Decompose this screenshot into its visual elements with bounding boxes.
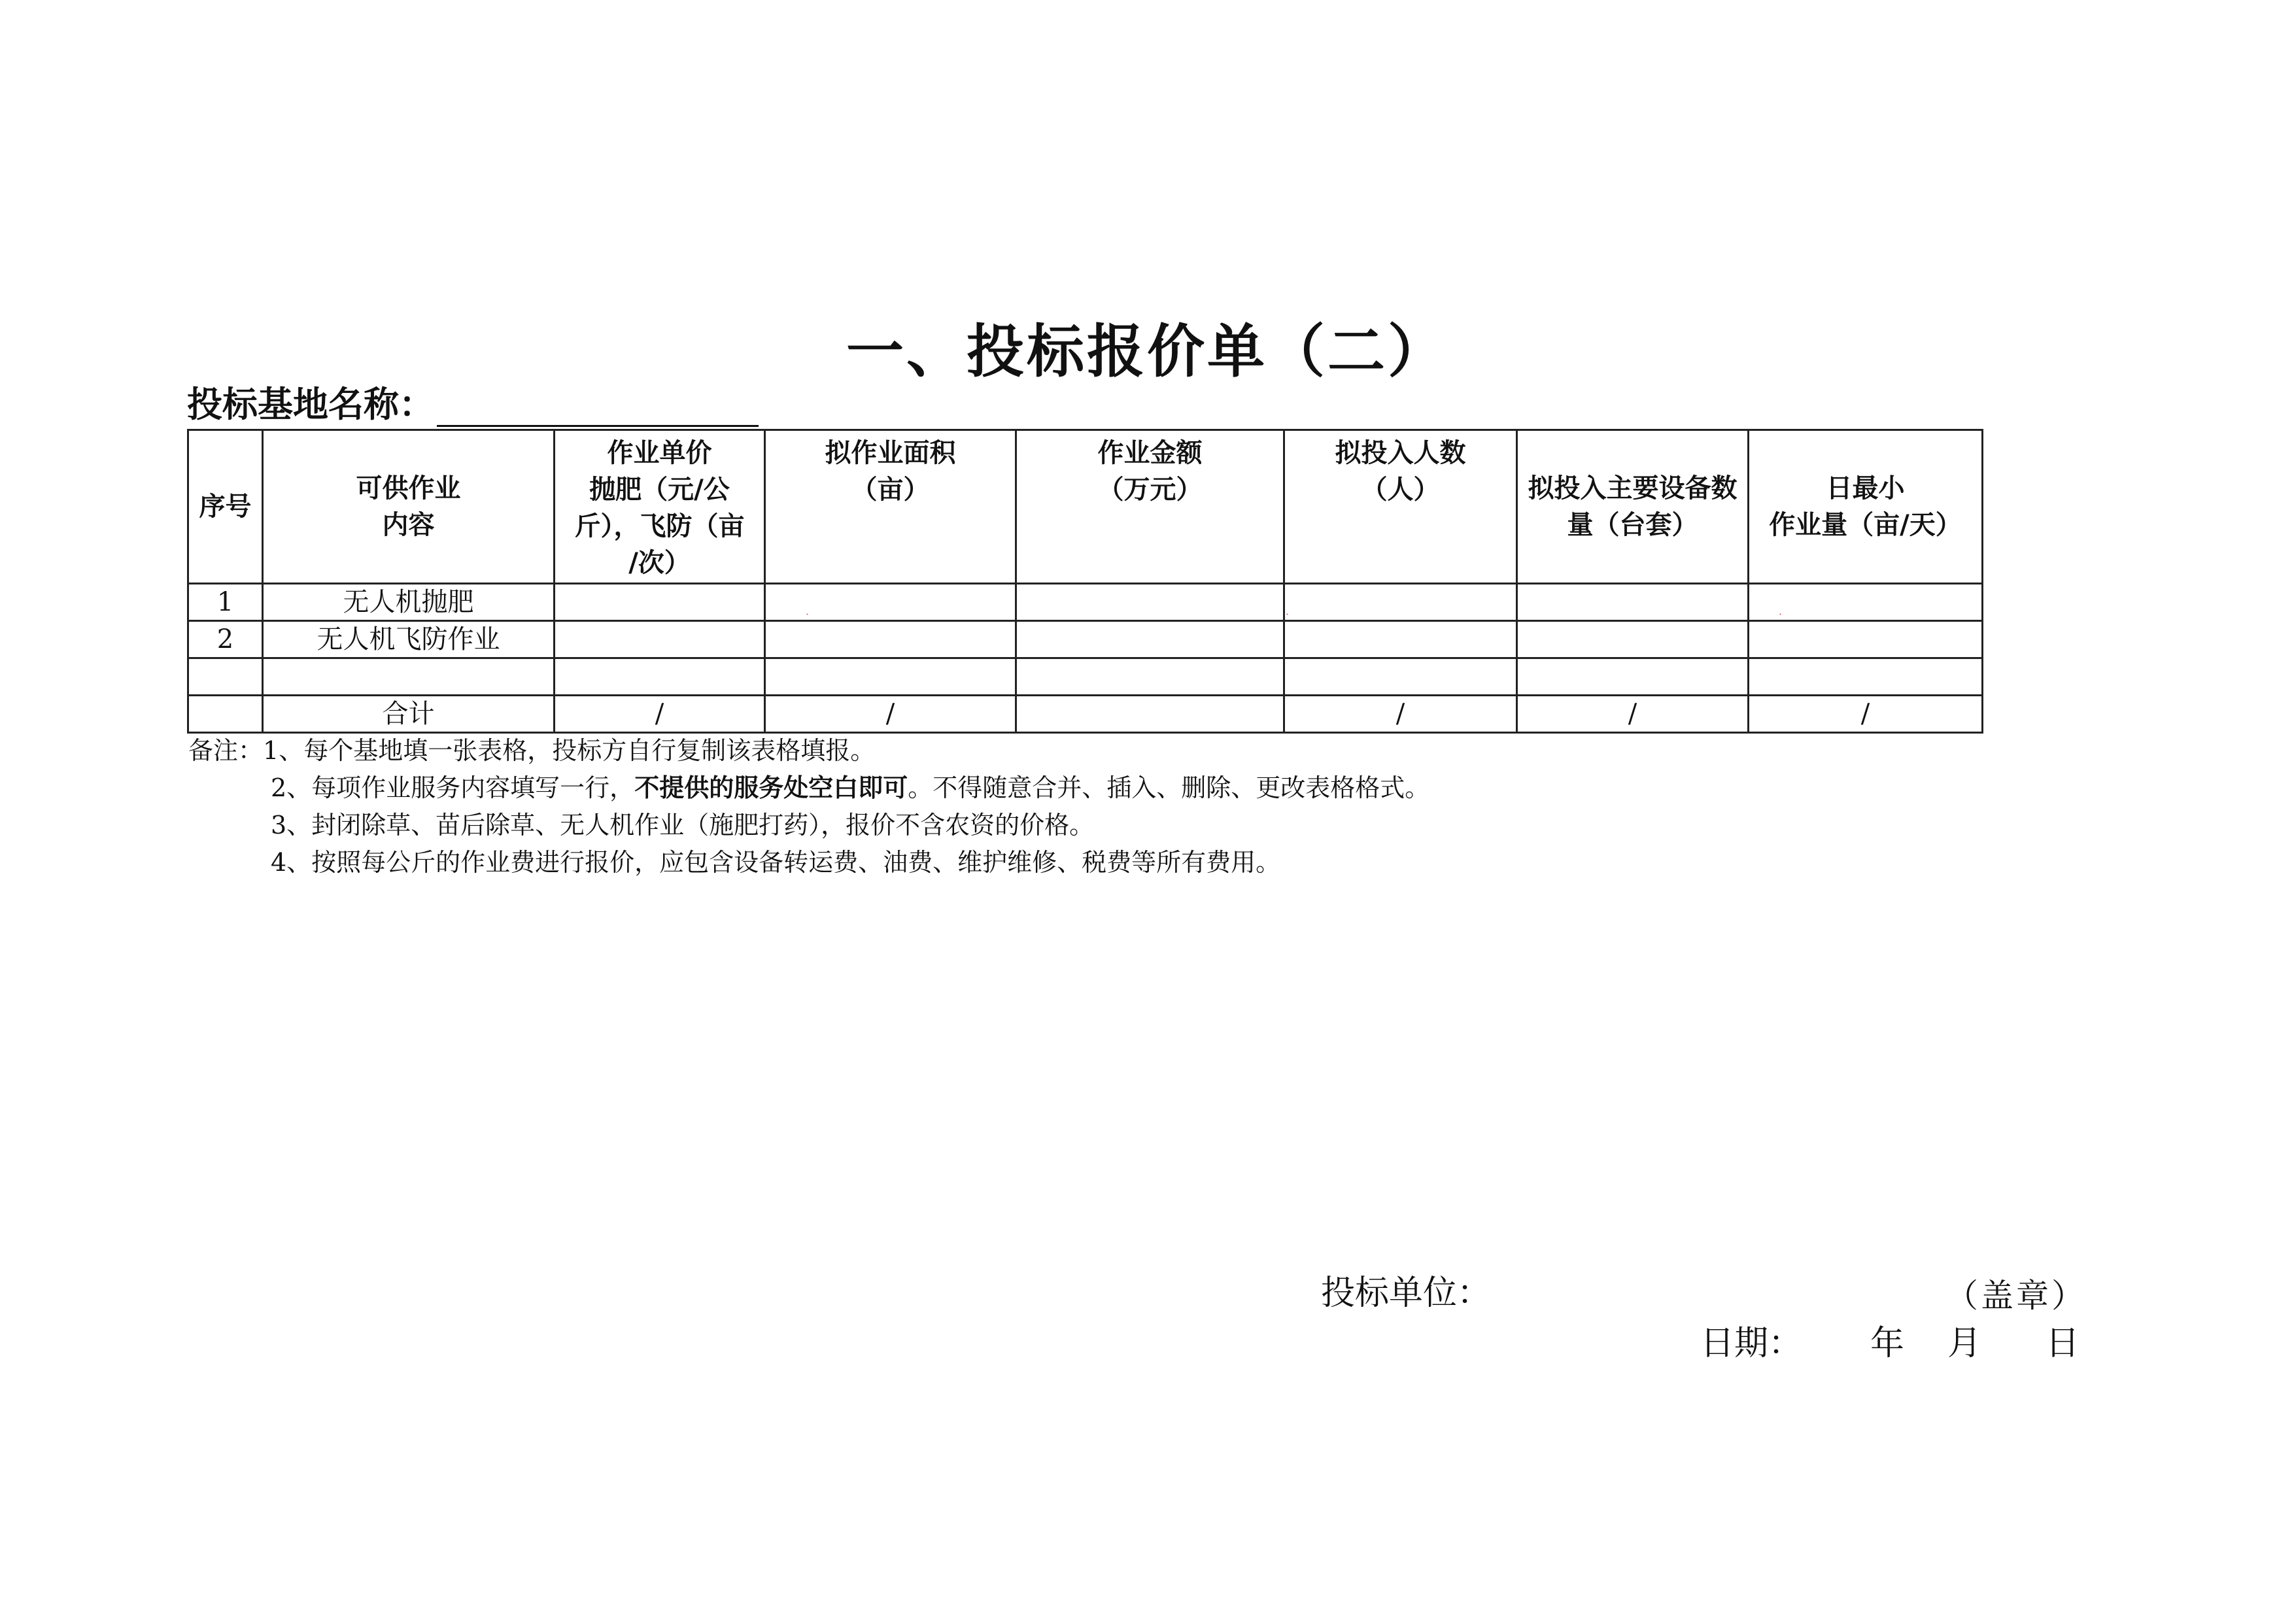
date-line	[1700, 1315, 2080, 1364]
table-cell[interactable]	[765, 584, 1016, 621]
header-unit-price-text: 作业单价 抛肥（元/公 斤），飞防（亩 /次）	[574, 438, 745, 578]
table-cell[interactable]: /	[1517, 696, 1749, 733]
note-3: 3、封闭除草、苗后除草、无人机作业（施肥打药），报价不含农资的价格。	[271, 811, 1095, 839]
scan-mark: ·	[806, 608, 810, 620]
header-content-text: 可供作业 内容	[356, 473, 461, 540]
table-cell[interactable]	[188, 658, 263, 696]
table-row	[188, 696, 1983, 733]
header-staff-text: 拟投入人数 （人）	[1335, 438, 1466, 505]
header-daily-min-text: 日最小 作业量（亩/天）	[1769, 473, 1962, 540]
table-cell[interactable]	[555, 584, 765, 621]
table-cell[interactable]	[1016, 621, 1284, 658]
table-cell[interactable]: 2	[188, 621, 263, 658]
page-title: 一、投标报价单（二）	[846, 318, 1448, 385]
table-row	[188, 621, 1983, 658]
table-cell[interactable]: /	[555, 696, 765, 733]
header-index	[188, 430, 263, 584]
quote-table	[187, 429, 1983, 734]
table-cell[interactable]	[188, 696, 263, 733]
note-2-prefix: 2、每项作业服务内容填写一行，	[271, 773, 635, 802]
table-cell[interactable]	[1016, 584, 1284, 621]
bidder-unit-label: 投标单位：	[1321, 1274, 1492, 1313]
header-daily-min	[1749, 430, 1983, 584]
header-equipment	[1517, 430, 1749, 584]
note-4: 4、按照每公斤的作业费进行报价，应包含设备转运费、油费、维护维修、税费等所有费用。	[271, 848, 1281, 877]
notes-label: 备注：	[188, 736, 264, 765]
table-cell[interactable]	[263, 658, 555, 696]
table-cell[interactable]	[1749, 584, 1983, 621]
table-cell[interactable]	[1284, 584, 1517, 621]
table-cell[interactable]: 无人机飞防作业	[263, 621, 555, 658]
table-cell[interactable]	[1517, 584, 1749, 621]
table-cell[interactable]: 无人机抛肥	[263, 584, 555, 621]
table-cell[interactable]	[765, 621, 1016, 658]
table-header-row	[188, 430, 1983, 584]
date-year: 年	[1870, 1324, 1905, 1363]
table-row	[188, 658, 1983, 696]
date-month: 月	[1947, 1324, 1982, 1363]
table-cell[interactable]: 1	[188, 584, 263, 621]
table-cell[interactable]: /	[765, 696, 1016, 733]
base-name-blank[interactable]	[437, 394, 759, 427]
note-1	[188, 732, 1429, 770]
header-equipment-text: 拟投入主要设备数 量（台套）	[1528, 473, 1738, 540]
base-name-field	[187, 377, 759, 427]
table-cell[interactable]	[1749, 621, 1983, 658]
scan-mark: ·	[1779, 608, 1783, 620]
table-cell[interactable]	[1517, 658, 1749, 696]
table-cell[interactable]	[765, 658, 1016, 696]
header-content	[263, 430, 555, 584]
note-1-text: 1、每个基地填一张表格，投标方自行复制该表格填报。	[263, 736, 876, 765]
scan-mark: ·	[1286, 608, 1290, 620]
header-index-text: 序号	[199, 492, 252, 522]
header-area	[765, 430, 1016, 584]
base-name-label: 投标基地名称：	[187, 384, 434, 425]
table-cell[interactable]	[1749, 658, 1983, 696]
table-cell[interactable]	[1284, 658, 1517, 696]
table-cell[interactable]	[555, 621, 765, 658]
table-cell[interactable]: /	[1749, 696, 1983, 733]
header-staff	[1284, 430, 1517, 584]
table-row	[188, 584, 1983, 621]
header-amount-text: 作业金额 （万元）	[1097, 438, 1203, 505]
note-2	[188, 770, 1429, 807]
date-day: 日	[2046, 1324, 2080, 1363]
note-2-bold: 不提供的服务处空白即可	[634, 773, 908, 802]
stamp-note: （盖章）	[1945, 1277, 2087, 1315]
note-2-suffix: 。不得随意合并、插入、删除、更改表格格式。	[908, 773, 1430, 802]
table-body	[188, 584, 1983, 733]
header-area-text: 拟作业面积 （亩）	[825, 438, 956, 505]
table-cell[interactable]	[1517, 621, 1749, 658]
table-cell[interactable]	[555, 658, 765, 696]
table-cell[interactable]	[1016, 658, 1284, 696]
header-amount	[1016, 430, 1284, 584]
notes	[188, 732, 1429, 881]
table-cell[interactable]: /	[1284, 696, 1517, 733]
table-cell[interactable]	[1284, 621, 1517, 658]
header-unit-price	[555, 430, 765, 584]
table-cell[interactable]	[1016, 696, 1284, 733]
date-label: 日期：	[1700, 1324, 1803, 1363]
table-cell[interactable]: 合计	[263, 696, 555, 733]
